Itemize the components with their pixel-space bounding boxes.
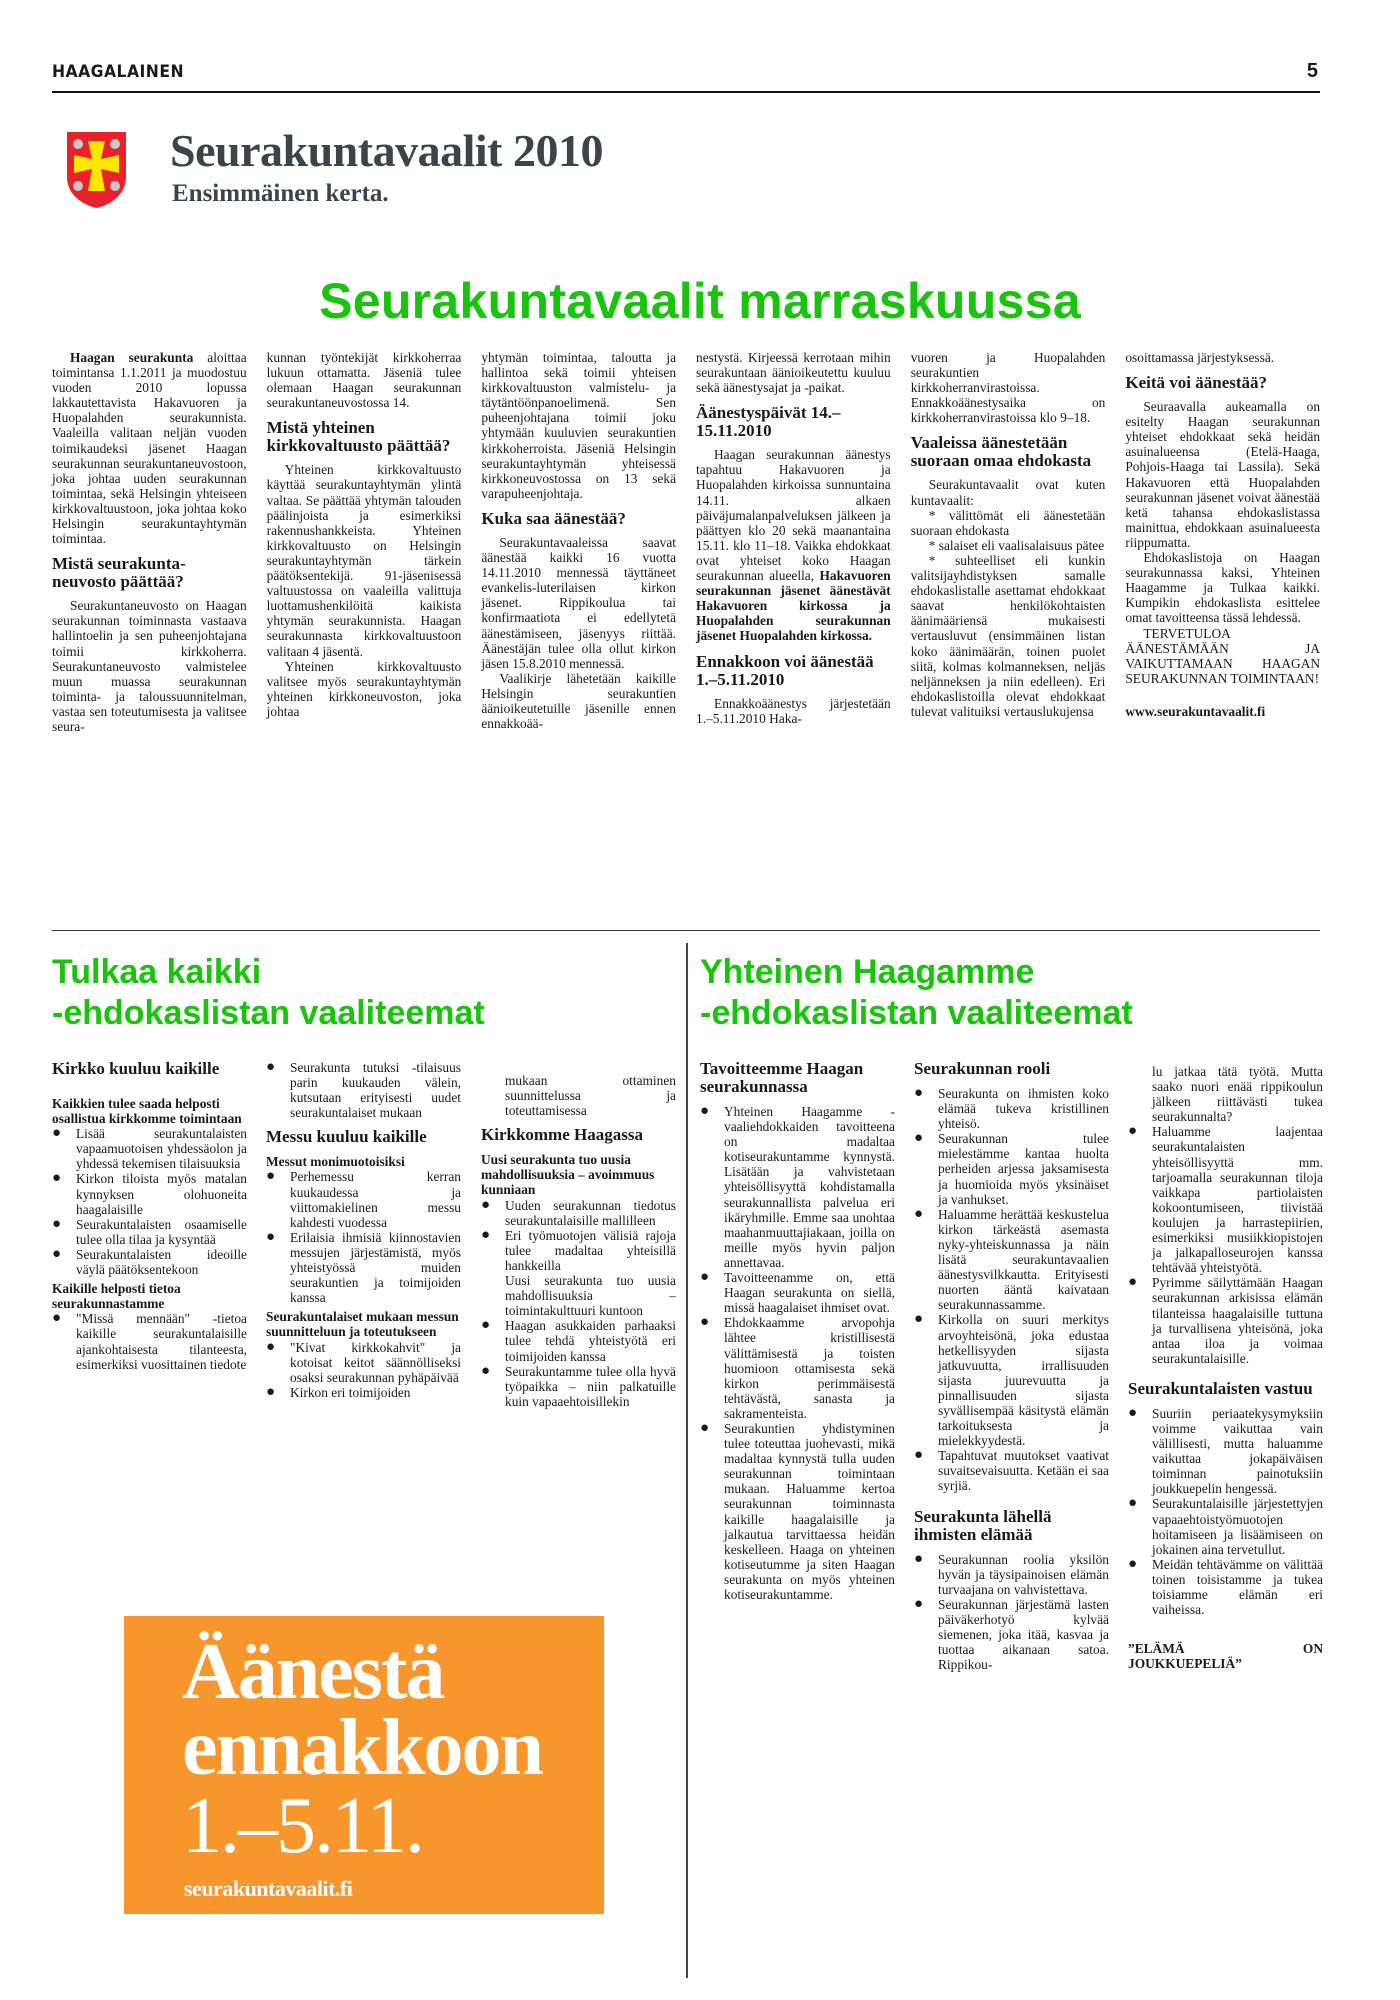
- lead-text: aloittaa toimintansa 1.1.2011 ja muodostuu vuoden 2010 lopussa lakkautettavista Hakavuoren ja Huopalahden seurakunnista. Vaaleilla valitaan neljän vuoden toimikaudeksi jäsenet Haagan seurakunnan seurakuntaneuvostoon, joka johtaa uuden seurakunnan toimintaa, sekä Helsingin yhteiseen kirkkovaltuustoon, joka johtaa koko Helsingin seurakuntayhtymän toimintaa.: [52, 350, 247, 547]
- paragraph: osoittamassa järjestyksessä.: [1125, 350, 1275, 365]
- bullet-item: ● Tavoitteenamme on, että Haagan seurakunta on siellä, missä haagalaiset ihmiset ovat.: [700, 1270, 895, 1315]
- welcome-callout: TERVETULOA ÄÄNESTÄMÄÄN JA VAIKUTTAMAAN HAAGAN SEURAKUNNAN TOIMINTAAN!: [1125, 625, 1321, 686]
- paragraph: Ehdokaslistoja on Haagan seurakunnassa kaksi, Yhteinen Haagamme ja Tulkaa kaikki. Kumpikin ehdokaslista esittelee omat tavoitteensa tässä lehdessä.: [1125, 550, 1321, 626]
- minor-heading: Seurakuntalaiset mukaan messun suunnitteluun ja toteutukseen: [266, 1309, 459, 1340]
- paragraph: lu jatkaa tätä työtä. Mutta saako nuori enää rippikoulun jälkeen riittävästi tukea seurakunnalta?: [1152, 1064, 1323, 1125]
- subheading: Mistä yhteinen kirkkovaltuusto päättää?: [266, 418, 451, 456]
- paragraph-bold: Hakavuoren seurakunnan jäsenet äänestävät Hakavuoren kirkossa ja Huopalahden seurakunnan jäsenet Huopalahden kirkossa.: [696, 568, 891, 644]
- advance-voting-ad: [124, 1616, 604, 1914]
- paragraph-text: Haagan seurakunnan äänestys tapahtuu Hakavuoren ja Huopalahden kirkoissa sunnuntaina 14.11. alkaen päiväjumalanpalveluksen jälkeen ja päättyen klo 20 sekä maanantaina 15.11. klo 11–18. Vaikka ehdokkaat ovat yhteiset koko Haagan seurakunnan alueella,: [696, 447, 891, 584]
- bullet-item: ● Seurakunta on ihmisten koko elämää tukeva kristillinen yhteisö.: [914, 1086, 1109, 1131]
- bullet-item: ● Seurakuntalaisille järjestettyjen vapaaehtoistyömuotojen hoitamiseen ja lisäämiseen on jokainen aina tervetullut.: [1128, 1496, 1323, 1556]
- article-column-3: [481, 350, 676, 920]
- title-line-1: Yhteinen Haagamme: [700, 953, 1035, 991]
- bullet-item: ● Seurakunta tutuksi -tilaisuus parin kuukauden välein, kutsutaan erityisesti uudet seurakuntalaiset mukaan: [266, 1060, 461, 1120]
- bullet-item: ● Uuden seurakunnan tiedotus seurakuntalaisille mallilleen: [481, 1198, 676, 1228]
- bullet-item: ● Erilaisia ihmisiä kiinnostavien messujen järjestämistä, myös yhteistyössä muiden seurakuntien ja toimijoiden kanssa: [266, 1230, 461, 1305]
- page-number: 5: [1306, 60, 1318, 82]
- top-rule: [52, 91, 1320, 93]
- paragraph: Seuraavalla aukeamalla on esitelty Haagan seurakunnan yhteiset ehdokkaat sekä heidän asuinalueensa (Etelä-Haaga, Pohjois-Haaga tai Lassila). Sekä Hakavuoren että Huopalahden seurakunnan jäsenet voivat äänestää ketä tahansa ehdokaslistassa mainittua, ehdokkaan asuinalueesta riippumatta.: [1125, 399, 1321, 550]
- bullet-item: ● Seurakunnan roolia yksilön hyvän ja täysipainoisen elämän turvaajana on vahvistettava.: [914, 1552, 1109, 1597]
- paragraph: vuoren ja Huopalahden seurakuntien kirkkoherranvirastoissa. Ennakkoäänestysaika on kirkkoherranvirastoissa klo 9–18.: [910, 350, 1106, 426]
- subheading: Seurakunnan rooli: [914, 1059, 1051, 1078]
- bullet-item: ● Seurakunnan järjestämä lasten päiväkerhotyö kylvää siemenen, joka itää, kasvaa ja tuottaa aikanaan satoa. Rippikou-: [914, 1597, 1109, 1672]
- bullet-item: ● Lisää seurakuntalaisten vapaamuotoisen yhdessäolon ja yhdessä tekemisen tilaisuuksia: [52, 1126, 247, 1171]
- paragraph: Yhteinen kirkkovaltuusto käyttää seurakuntayhtymän ylintä valtaa. Se päättää yhtymän talouden päälinjoista ja esimerkiksi rakennushankkeista. Yhteinen kirkkovaltuusto on Helsingin seurakuntayhtymän tärkein päätöksentekijä. 91-jäsenisessä valtuustossa on vaaleilla valittuja luottamushenkilöitä kaikista yhtymän seurakunnista. Haagan seurakunnasta kirkkovaltuustoon valitaan 4 jäsentä.: [266, 462, 462, 659]
- title-line-1: Tulkaa kaikki: [52, 953, 262, 991]
- paragraph: yhtymän toimintaa, taloutta ja hallintoa sekä toimii yhteisen kirkkovaltuuston valmistelu- ja täytäntöönpanoelimenä. Sen puheenjohtajana toimii joku yhtymään kuuluvien seurakuntien kirkkoherroista. Jäseniä Helsingin seurakuntayhtymän yhteisessä kirkkoneuvostossa on 13 sekä varapuheenjohtaja.: [481, 350, 677, 501]
- church-shield-logo-icon: [66, 131, 127, 209]
- bullet-item: ● Perhemessu kerran kuukaudessa ja viittomakielinen messu kahdesti vuodessa: [266, 1169, 461, 1229]
- bullet-item: ● Tapahtuvat muutokset vaativat suvaitsevaisuutta. Ketään ei saa syrjiä.: [914, 1448, 1109, 1493]
- rose-bottom-left: [73, 181, 83, 191]
- column-divider: [686, 943, 688, 1978]
- tulkaa-kaikki-title: [52, 952, 485, 1034]
- website-link[interactable]: www.seurakuntavaalit.fi: [1125, 703, 1266, 719]
- masthead: HAAGALAINEN: [52, 62, 185, 82]
- bullet-item: ● "Kivat kirkkokahvit" ja kotoisat keitot säännölliseksi osaksi seurakunnan pyhäpäivää: [266, 1340, 461, 1385]
- bullet-item: ● Haagan asukkaiden parhaaksi tulee tehdä yhteistyötä eri toimijoiden kanssa: [481, 1318, 676, 1363]
- list-item: * salaiset eli vaalisalaisuus pätee: [928, 537, 1105, 553]
- bullet-item: ● "Missä mennään" -tietoa kaikille seurakuntalaisille ajankohtaisesta tilanteesta, esimerkiksi vuosittainen tiedote: [52, 1311, 247, 1371]
- slogan-quote: ”ELÄMÄ ON JOUKKUEPELIÄ”: [1128, 1641, 1323, 1672]
- bullet-list: [914, 1086, 1109, 1494]
- subheading: Tavoitteemme Haagan seurakunnassa: [700, 1059, 864, 1096]
- bullet-list: [481, 1198, 676, 1273]
- subheading: Ennakkoon voi äänestää 1.–5.11.2010: [696, 651, 874, 689]
- minor-heading: Kaikkien tulee saada helposti osallistua kirkkomme toimintaan: [52, 1096, 242, 1127]
- bullet-item: ● Seurakuntalaisten ideoille väylä päätöksentekoon: [52, 1247, 247, 1277]
- bullet-list: [914, 1552, 1109, 1673]
- article-column-5: [911, 350, 1106, 920]
- minor-heading: Uusi seurakunta tuo uusia mahdollisuuksia – avoimmuus kunniaan: [481, 1152, 655, 1198]
- article-column-4: [696, 350, 891, 920]
- title-line-2: -ehdokaslistan vaaliteemat: [700, 994, 1133, 1032]
- paragraph: kunnan työntekijät kirkkoherraa lukuun ottamatta. Jäseniä tulee olemaan Haagan seurakunnan seurakuntaneuvostossa 14.: [266, 350, 462, 411]
- yhteinen-column-1: [700, 1052, 895, 1602]
- subheading: Vaaleissa äänestetään suoraan omaa ehdokasta: [910, 433, 1092, 471]
- subheading: Keitä voi äänestää?: [1125, 373, 1268, 393]
- bullet-list: [700, 1104, 895, 1602]
- paragraph: Seurakuntavaalit ovat kuten kuntavaalit:: [910, 477, 1106, 508]
- subheading: Kirkko kuuluu kaikille: [52, 1059, 220, 1078]
- bullet-list: [266, 1060, 461, 1120]
- bullet-item: ● Seurakuntalaisten osaamiselle tulee olla tilaa ja kysyntää: [52, 1217, 247, 1247]
- bullet-list: [266, 1169, 461, 1305]
- main-article: [52, 350, 1320, 920]
- subheading: Kirkkomme Haagassa: [481, 1125, 643, 1145]
- logo-subtitle: Ensimmäinen kerta.: [172, 180, 389, 207]
- paragraph: Yhteinen kirkkovaltuusto valitsee myös seurakuntayhtymän yhteinen kirkkoneuvoston, joka johtaa: [266, 658, 462, 719]
- bullet-list: [1128, 1406, 1323, 1617]
- bullet-item: ● Seurakuntien yhdistyminen tulee toteuttaa juohevasti, mikä madaltaa kynnystä tulla uuden seurakunnan toimintaan mukaan. Haluamme kertoa seurakunnan toiminnasta kaikille haagalaisille ja jalkautua tarvittaessa heidän keskelleen. Haaga on yhteinen kotiseutumme ja siten Haagan seurakunta on myös yhteinen kotiseurakuntamme.: [700, 1421, 895, 1602]
- ad-line-1: Äänestä: [182, 1628, 444, 1716]
- bullet-list: [1128, 1124, 1323, 1366]
- ad-line-2: ennakkoon: [182, 1704, 542, 1792]
- section-divider: [52, 930, 1320, 931]
- paragraph: Seurakuntaneuvosto on Haagan seurakunnan toiminnasta vastaava hallintoelin ja sen puheenjohtajana toimii kirkkoherra. Seurakuntaneuvosto valmistelee muun muassa seurakunnan toiminta- ja taloussuunnitelman, vastaa sen toteutumisesta ja valitsee seura-: [52, 598, 247, 734]
- bullet-item: ● Pyrimme säilyttämään Haagan seurakunnan arkisissa elämän tilanteissa haagalaisille tuttuna ja turvallisena yhteisönä, joka antaa iloa ja voimaa seurakuntalaisille.: [1128, 1275, 1323, 1366]
- yhteinen-column-3: [1128, 1064, 1323, 1671]
- minor-heading: Messut monimuotoisiksi: [266, 1154, 405, 1170]
- rose-top-left: [73, 139, 83, 149]
- paragraph: Ennakkoäänestys järjestetään 1.–5.11.2010 Haka-: [696, 695, 891, 726]
- bullet-item: ● Seurakuntamme tulee olla hyvä työpaikka – niin palkatuille kuin vapaaehtoisillekin: [481, 1364, 676, 1409]
- subheading: Messu kuuluu kaikille: [266, 1127, 427, 1147]
- list-item: * suhteelliset eli kunkin valitsijayhdistyksen samalle ehdokaslistalle asettamat ehdokkaat saavat henkilökohtaisten äänimääriensä mukaisesti vertausluvut (ensimmäinen listan koko äänimäärän, toinen puolet siitä, kolmas kolmanneksen, neljäs neljänneksen ja niin edelleen). Eri ehdokaslistoilla olevat ehdokkaat tulevat valituiksi vertauslukujensa: [910, 552, 1106, 719]
- tulkaa-column-1: [52, 1052, 247, 1372]
- ad-website-link[interactable]: seurakuntavaalit.fi: [184, 1876, 353, 1901]
- bullet-item: ● Haluamme herättää keskustelua kirkon tärkeästä asemasta nyky-yhteiskunnassa ja näin lisätä seurakuntavaalien äänestysvilkkautta. Erityisesti nuorten ääntä kaivataan seurakunnassamme.: [914, 1207, 1109, 1313]
- tulkaa-column-2: [266, 1060, 461, 1400]
- bullet-item: ● Ehdokkaamme arvopohja lähtee kristillisestä välittämisestä ja toisten huomioon ottamisesta sekä kirkon perimmäisestä tehtävästä, sanasta ja sakramenteista.: [700, 1315, 895, 1421]
- minor-heading: Kaikille helposti tietoa seurakunnastamme: [52, 1281, 181, 1312]
- rose-top-right: [110, 139, 120, 149]
- subheading: Äänestyspäivät 14.–15.11.2010: [696, 403, 841, 441]
- bullet-item: ● Yhteinen Haagamme -vaaliehdokkaiden tavoitteena on madaltaa kotiseurakuntamme kynnystä. Lisätään ja vahvistetaan yhteisöllisyyttä kohdistamalla seurakunnallista palvelua eri ikäryhmille. Emme saa unohtaa maahanmuuttajiakaan, joilla on meille myös hyvin paljon annettavaa.: [700, 1104, 895, 1270]
- article-column-2: [267, 350, 462, 920]
- subheading: Kuka saa äänestää?: [481, 508, 626, 528]
- subheading: Seurakunta lähellä ihmisten elämää: [914, 1506, 1052, 1544]
- bullet-item: ● Seurakunnan tulee mielestämme kantaa huolta perheiden arjessa jaksamisesta ja huomioida myös yksinäiset ja vanhukset.: [914, 1131, 1109, 1206]
- bullet-item: ● Meidän tehtävämme on välittää toinen toisistamme ja tukea toisiamme elämän eri vaiheissa.: [1128, 1557, 1323, 1617]
- bullet-item: ● Kirkolla on suuri merkitys arvoyhteisönä, joka edustaa hetkellisyyden sijasta jatkuvuutta, irrallisuuden sijasta juurevuutta ja pinnallisuuden sijasta syvällisempää käsitystä elämän tarkoituksesta ja mielekkyydestä.: [914, 1312, 1109, 1448]
- rose-bottom-right: [110, 181, 120, 191]
- bullet-item: ● Kirkon tiloista myös matalan kynnyksen olohuoneita haagalaisille: [52, 1171, 247, 1216]
- yhteinen-haagamme-title: [700, 952, 1133, 1034]
- bullet-list: [481, 1318, 676, 1409]
- paragraph: mukaan ottaminen suunnittelussa ja toteuttamisessa: [505, 1073, 676, 1119]
- title-line-2: -ehdokaslistan vaaliteemat: [52, 994, 485, 1032]
- logo-title: Seurakuntavaalit 2010: [170, 125, 603, 176]
- bullet-list: [266, 1340, 461, 1400]
- bullet-item: ● Eri työmuotojen välisiä rajoja tulee madaltaa yhteisillä hankkeilla: [481, 1228, 676, 1273]
- paragraph: nestystä. Kirjeessä kerrotaan mihin seurakuntaan äänioikeutettu kuuluu sekä äänestysajat ja -paikat.: [696, 350, 891, 396]
- article-column-1: [52, 350, 247, 920]
- bullet-list: [52, 1311, 247, 1371]
- paragraph: Seurakuntavaaleissa saavat äänestää kaikki 16 vuotta 14.11.2010 mennessä täyttäneet evankelis-luterilaisen kirkon jäsenet. Rippikoulua tai konfirmaatiota ei edellytetä äänestämiseen, jäsenyys riittää. Äänestäjän tulee olla ollut kirkon jäsen 15.8.2010 mennessä.: [481, 534, 677, 671]
- subheading: Mistä seurakunta-neuvosto päättää?: [52, 554, 186, 592]
- ad-line-3: 1.–5.11.: [182, 1782, 424, 1870]
- lead-bold: Haagan seurakunta: [70, 350, 194, 365]
- main-headline: Seurakuntavaalit marraskuussa: [319, 273, 1081, 329]
- subheading: Seurakuntalaisten vastuu: [1128, 1378, 1313, 1398]
- bullet-list: [52, 1126, 247, 1277]
- bullet-item: ● Haluamme laajentaa seurakuntalaisten yhteisöllisyyttä mm. tarjoamalla seurakunnan tiloja vaikkapa partiolaisten kokoontumiseen, tiivistää koulujen ja harrastepiirien, esimerkiksi musiikkiopistojen ja jalkapalloseurojen kanssa tehtävää yhteistyötä.: [1128, 1124, 1323, 1275]
- yhteinen-column-2: [914, 1052, 1109, 1672]
- list-item: * välittömät eli äänestetään suoraan ehdokasta: [910, 507, 1106, 538]
- bullet-item: ● Suuriin periaatekysymyksiin voimme vaikuttaa vain välillisesti, mutta haluamme vaikuttaa jokapäiväisen toiminnan painotuksiin joukkuepelin hengessä.: [1128, 1406, 1323, 1497]
- article-column-6: [1125, 350, 1320, 920]
- paragraph: Vaalikirje lähetetään kaikille Helsingin seurakuntien äänioikeutetuille jäsenille ennen ennakkoää-: [481, 670, 677, 732]
- tulkaa-column-3: [481, 1073, 676, 1409]
- paragraph: Uusi seurakunta tuo uusia mahdollisuuksia – toimintakulttuuri kuntoon: [505, 1273, 676, 1319]
- bullet-item: ● Kirkon eri toimijoiden: [266, 1385, 461, 1400]
